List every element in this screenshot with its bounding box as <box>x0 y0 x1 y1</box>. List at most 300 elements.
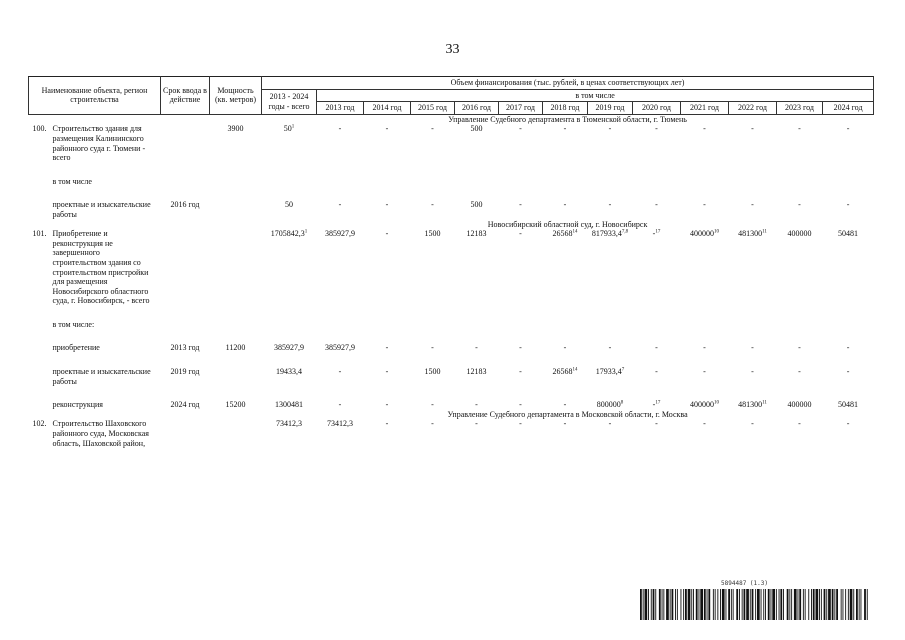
total-value <box>262 177 317 187</box>
col-header-year: 2017 год <box>499 102 543 115</box>
barcode-bar <box>659 589 661 620</box>
footnote-marker: 7 <box>621 367 625 373</box>
capacity-value-text: 15200 <box>225 400 246 410</box>
object-name: проектные и изыскательские работы <box>52 367 151 386</box>
table-row <box>29 343 874 353</box>
barcode-bar <box>717 589 718 620</box>
year-value <box>729 229 777 306</box>
barcode-bar <box>663 589 664 620</box>
commission-term <box>161 343 210 353</box>
year-value-text: - <box>431 200 434 210</box>
object-name: проектные и изыскательские работы <box>52 200 151 219</box>
year-value-text: - <box>798 419 801 429</box>
year-value <box>633 400 681 410</box>
barcode-bar <box>794 589 797 620</box>
year-value-text: - <box>703 200 706 210</box>
year-value-text: 1500 <box>424 367 441 377</box>
year-value <box>823 200 874 219</box>
total-value-text: 50 <box>283 124 292 134</box>
year-value-text: - <box>475 419 478 429</box>
year-value-text: - <box>655 419 658 429</box>
year-value <box>633 229 681 306</box>
table-row <box>29 400 874 410</box>
barcode-bar <box>693 589 694 620</box>
year-value <box>633 343 681 353</box>
barcode-bar <box>805 589 806 620</box>
barcode-bar <box>731 589 732 620</box>
year-value <box>364 343 411 353</box>
year-value-text: - <box>703 367 706 377</box>
year-value <box>411 177 455 187</box>
row-spacer <box>29 163 874 177</box>
year-value <box>499 229 543 306</box>
year-value-text: 500 <box>470 124 483 134</box>
table-row <box>29 200 874 219</box>
year-value <box>499 124 543 162</box>
year-value <box>317 200 364 219</box>
barcode-bar <box>841 589 842 620</box>
year-value <box>499 343 543 353</box>
year-value <box>681 343 729 353</box>
capacity-value <box>210 367 262 386</box>
year-value <box>455 177 499 187</box>
year-value-text: - <box>338 367 342 377</box>
barcode-bar <box>752 589 754 620</box>
barcode-bar <box>722 589 725 620</box>
year-value <box>681 367 729 386</box>
col-header-year: 2013 год <box>317 102 364 115</box>
year-value <box>823 177 874 187</box>
footnote-marker: 1 <box>304 229 308 235</box>
year-value <box>823 400 874 410</box>
col-header-term: Срок ввода в действие <box>161 77 210 115</box>
barcode-bar <box>681 589 682 620</box>
year-value-text: - <box>751 367 754 377</box>
year-value <box>588 400 633 410</box>
barcode-bar <box>653 589 655 620</box>
year-value-text: - <box>385 367 389 377</box>
footnote-marker: 10 <box>714 229 719 235</box>
year-value <box>823 229 874 306</box>
year-value <box>588 124 633 162</box>
year-value <box>633 419 681 448</box>
year-value <box>317 124 364 162</box>
col-header-year: 2020 год <box>633 102 681 115</box>
barcode-bar <box>816 589 819 620</box>
total-value-text: 19433,4 <box>276 367 302 377</box>
year-value <box>588 177 633 187</box>
year-value <box>729 419 777 448</box>
year-value-text: 17933,4 <box>595 367 622 377</box>
year-value-text: 385927,9 <box>325 229 355 239</box>
commission-term <box>161 400 210 410</box>
year-value-text: - <box>519 367 522 377</box>
commission-term-text: 2024 год <box>170 400 200 410</box>
total-value-text: 1300481 <box>275 400 303 410</box>
barcode-bar <box>832 589 834 620</box>
year-value-text: - <box>846 200 850 210</box>
barcode-bar <box>861 589 862 620</box>
year-value <box>777 177 823 187</box>
year-value-text: - <box>608 343 612 353</box>
year-value <box>633 177 681 187</box>
year-value <box>317 343 364 353</box>
commission-term <box>161 177 210 187</box>
year-value <box>364 124 411 162</box>
year-value <box>455 124 499 162</box>
year-value-text: - <box>338 124 342 134</box>
year-value <box>364 400 411 410</box>
barcode-image <box>640 589 868 620</box>
barcode-bar <box>813 589 815 620</box>
year-value-text: 50481 <box>838 400 859 410</box>
year-value-text: - <box>519 229 522 239</box>
footnote-marker: 14 <box>572 229 578 235</box>
table-row <box>29 177 874 187</box>
year-value <box>411 124 455 162</box>
barcode-bar <box>685 589 687 620</box>
table-body <box>29 114 874 448</box>
year-value <box>411 400 455 410</box>
year-value-text: - <box>338 200 342 210</box>
barcode-bar <box>655 589 656 620</box>
year-value-text: 26568 <box>552 229 573 239</box>
total-value <box>262 229 317 306</box>
barcode-bar <box>768 589 770 620</box>
year-value-text: - <box>563 419 567 429</box>
year-value-text: - <box>519 400 522 410</box>
object-name-cell <box>29 200 161 219</box>
barcode-bar <box>811 589 812 620</box>
total-value-text: 73412,3 <box>276 419 302 429</box>
total-value-text: 385927,9 <box>274 343 304 353</box>
year-value <box>543 124 588 162</box>
barcode-bar <box>765 589 766 620</box>
year-value-text: - <box>519 343 522 353</box>
year-value <box>681 177 729 187</box>
year-value-text: 500 <box>470 200 483 210</box>
year-value <box>729 320 777 330</box>
capacity-value <box>210 200 262 219</box>
row-number: 101. <box>32 229 47 239</box>
capacity-value-text: 11200 <box>225 343 246 353</box>
barcode-bar <box>867 589 868 620</box>
row-spacer <box>29 306 874 320</box>
year-value <box>411 419 455 448</box>
row-number: 100. <box>32 124 47 134</box>
barcode-bar <box>688 589 691 620</box>
barcode-bar <box>808 589 809 620</box>
barcode-bar <box>864 589 866 620</box>
year-value <box>364 367 411 386</box>
year-value <box>455 200 499 219</box>
barcode-bar <box>742 589 743 620</box>
year-value-text: - <box>385 419 389 429</box>
year-value-text: - <box>798 200 801 210</box>
year-value <box>681 200 729 219</box>
year-value-text: - <box>519 124 522 134</box>
year-value-text: 26568 <box>552 367 573 377</box>
year-value <box>633 367 681 386</box>
barcode-bar <box>677 589 678 620</box>
year-value <box>364 320 411 330</box>
year-value-text: - <box>563 400 567 410</box>
year-value-text: - <box>652 229 656 239</box>
barcode-bar <box>708 589 710 620</box>
object-name-cell <box>29 343 161 353</box>
table-row <box>29 367 874 386</box>
object-name: в том числе: <box>52 319 95 329</box>
year-value <box>681 320 729 330</box>
barcode-bar <box>733 589 734 620</box>
year-value <box>543 400 588 410</box>
barcode-bar <box>856 589 858 620</box>
year-value <box>499 200 543 219</box>
table-header <box>29 77 874 115</box>
capacity-value <box>210 400 262 410</box>
barcode-bar <box>799 589 801 620</box>
year-value <box>588 367 633 386</box>
year-value-text: - <box>751 419 754 429</box>
year-value <box>729 343 777 353</box>
total-value-text: 50 <box>285 200 293 210</box>
barcode-bar <box>746 589 749 620</box>
capacity-value <box>210 124 262 162</box>
section-row <box>29 410 874 420</box>
year-value-text: 481300 <box>738 229 763 239</box>
barcode-bar <box>700 589 703 620</box>
total-value <box>262 343 317 353</box>
year-value <box>823 343 874 353</box>
object-name-cell <box>29 124 161 162</box>
year-value-text: - <box>385 400 389 410</box>
row-number: 102. <box>32 419 47 429</box>
year-value <box>777 367 823 386</box>
barcode-bar <box>853 589 854 620</box>
year-value <box>317 367 364 386</box>
page-number: 33 <box>445 42 460 57</box>
col-header-year: 2021 год <box>681 102 729 115</box>
barcode-bar <box>648 589 649 620</box>
object-name-cell <box>29 229 161 306</box>
year-value-text: 400000 <box>787 229 812 239</box>
year-value-text: - <box>563 200 567 210</box>
year-value-text: - <box>608 419 612 429</box>
barcode-bar <box>675 589 676 620</box>
year-value <box>499 419 543 448</box>
year-value <box>543 367 588 386</box>
year-value-text: - <box>846 343 850 353</box>
section-title: Новосибирский областной суд, г. Новосибирск <box>487 219 648 229</box>
year-value <box>317 419 364 448</box>
footnote-marker: 11 <box>762 400 767 406</box>
year-value-text: - <box>519 419 522 429</box>
object-name-cell <box>29 400 161 410</box>
year-value-text: 817933,4 <box>591 229 622 239</box>
year-value <box>777 124 823 162</box>
capacity-value <box>210 320 262 330</box>
barcode-bar <box>771 589 772 620</box>
year-value-text: - <box>563 124 567 134</box>
year-value-text: - <box>751 200 754 210</box>
total-value <box>262 367 317 386</box>
year-value-text: 12183 <box>466 367 487 377</box>
year-value <box>543 177 588 187</box>
year-value <box>364 200 411 219</box>
barcode-bar <box>780 589 782 620</box>
year-value-text: 400000 <box>690 400 714 410</box>
table-row <box>29 229 874 306</box>
capacity-value <box>210 177 262 187</box>
year-value-text: - <box>655 200 658 210</box>
year-value-text: 73412,3 <box>327 419 353 429</box>
barcode-bar <box>672 589 674 620</box>
year-value <box>588 200 633 219</box>
barcode-bar <box>761 589 762 620</box>
year-value <box>455 343 499 353</box>
year-value <box>455 400 499 410</box>
year-value <box>681 229 729 306</box>
year-value-text: - <box>385 124 389 134</box>
col-header-year: 2019 год <box>588 102 633 115</box>
year-value <box>543 200 588 219</box>
barcode-bar <box>787 589 789 620</box>
year-value-text: - <box>385 229 389 239</box>
year-value <box>729 400 777 410</box>
object-name-cell <box>29 177 161 187</box>
barcode-bar <box>651 589 652 620</box>
year-value <box>823 367 874 386</box>
footnote-marker: 10 <box>714 400 719 406</box>
section-title: Управление Судебного департамента в Тюменской области, г. Тюмень <box>448 114 687 124</box>
year-value-text: - <box>431 400 434 410</box>
barcode-bar <box>834 589 835 620</box>
year-value <box>317 320 364 330</box>
year-value-text: - <box>798 367 801 377</box>
year-value <box>729 367 777 386</box>
year-value <box>543 343 588 353</box>
barcode-bar <box>739 589 740 620</box>
barcode-bar <box>803 589 804 620</box>
year-value-text: - <box>431 124 434 134</box>
footnote-marker: 17 <box>655 229 661 235</box>
year-value-text: 1500 <box>424 229 441 239</box>
row-spacer <box>29 186 874 200</box>
commission-term-text: 2013 год <box>170 343 200 353</box>
barcode-bar <box>750 589 751 620</box>
col-header-year: 2024 год <box>823 102 874 115</box>
object-name: в том числе <box>52 176 92 186</box>
total-value <box>262 400 317 410</box>
col-header-year: 2018 год <box>543 102 588 115</box>
year-value <box>729 124 777 162</box>
year-value-text: - <box>608 200 612 210</box>
footnote-marker: 14 <box>572 367 578 373</box>
barcode-bar <box>662 589 663 620</box>
barcode-bar <box>755 589 756 620</box>
barcode-bar <box>720 589 721 620</box>
year-value <box>777 229 823 306</box>
object-name-cell <box>29 320 161 330</box>
year-value <box>455 229 499 306</box>
object-name-cell <box>29 419 161 448</box>
year-value <box>777 320 823 330</box>
commission-term <box>161 320 210 330</box>
section-title: Управление Судебного департамента в Московской области, г. Москва <box>447 409 688 419</box>
year-value <box>681 124 729 162</box>
commission-term <box>161 200 210 219</box>
barcode-bar <box>763 589 764 620</box>
barcode-bar <box>848 589 849 620</box>
barcode-bar <box>798 589 799 620</box>
year-value-text: - <box>608 124 612 134</box>
col-header-total: 2013 - 2024 годы - всего <box>262 89 317 114</box>
year-value-text: - <box>846 367 850 377</box>
barcode-bar <box>726 589 727 620</box>
barcode-code: 5894487 (1.3) <box>721 580 768 587</box>
year-value-text: - <box>703 343 706 353</box>
barcode-bar <box>696 589 698 620</box>
year-value-text: 12183 <box>466 229 487 239</box>
year-value <box>777 200 823 219</box>
barcode-bar <box>736 589 738 620</box>
year-value-text: 50481 <box>838 229 859 239</box>
year-value <box>633 200 681 219</box>
year-value-text: - <box>563 343 567 353</box>
year-value-text: - <box>846 419 850 429</box>
year-value <box>543 229 588 306</box>
object-name: приобретение <box>52 343 100 353</box>
barcode-bar <box>789 589 790 620</box>
year-value <box>777 343 823 353</box>
barcode-bar <box>850 589 853 620</box>
table-row <box>29 320 874 330</box>
total-value-text: 1705842,3 <box>270 229 305 239</box>
row-spacer <box>29 386 874 400</box>
capacity-value-text: 3900 <box>227 124 244 134</box>
year-value <box>499 367 543 386</box>
year-value-text: - <box>846 124 850 134</box>
barcode-bar <box>683 589 684 620</box>
year-value-text: 385927,9 <box>325 343 355 353</box>
year-value-text: - <box>751 343 754 353</box>
col-header-year: 2023 год <box>777 102 823 115</box>
barcode-bar <box>845 589 846 620</box>
year-value <box>411 343 455 353</box>
col-header-year: 2022 год <box>729 102 777 115</box>
year-value <box>633 320 681 330</box>
barcode-bar <box>707 589 708 620</box>
barcode-bar <box>670 589 671 620</box>
footnote-marker: 8 <box>620 400 624 406</box>
year-value <box>411 367 455 386</box>
year-value <box>777 419 823 448</box>
barcode-bar <box>713 589 714 620</box>
footnote-marker: 11 <box>762 229 767 235</box>
object-name: Строительство здания для размещения Калининского районного суда г. Тюмени - всего <box>52 124 146 163</box>
year-value-text: - <box>751 124 754 134</box>
footnote-marker: 1 <box>291 124 295 130</box>
year-value-text: - <box>798 124 801 134</box>
commission-term <box>161 367 210 386</box>
barcode-bar <box>757 589 760 620</box>
year-value <box>364 177 411 187</box>
year-value <box>681 400 729 410</box>
year-value <box>411 200 455 219</box>
year-value <box>499 400 543 410</box>
barcode-bar <box>828 589 831 620</box>
year-value-text: - <box>703 124 706 134</box>
